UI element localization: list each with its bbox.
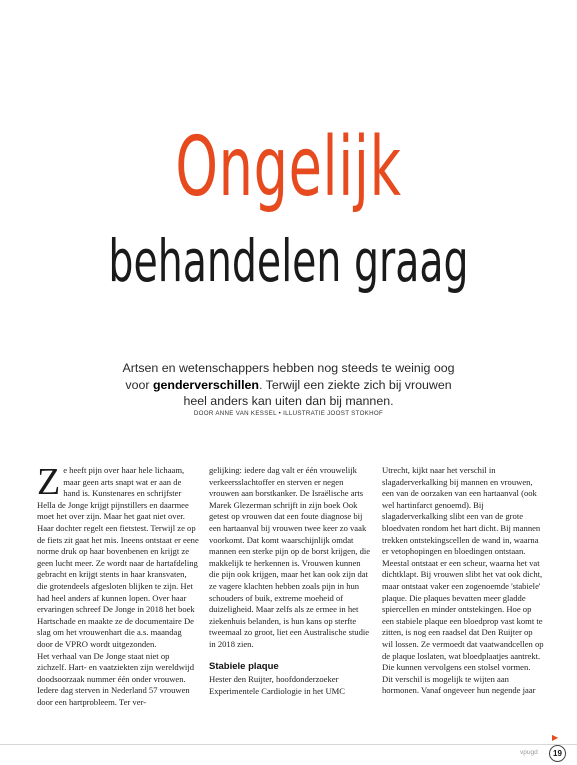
drop-cap: Z [37,461,61,503]
page-number: 19 [549,745,566,762]
article-column-1 [37,461,199,708]
lead-text-end: . Terwijl een ziekte zich bij vrouwen heel anders kan uiten dan bij mannen. [183,377,452,408]
footer-rule [0,744,577,745]
article-column-3 [382,465,544,697]
byline: DOOR ANNE VAN KESSEL • ILLUSTRATIE JOOST STOKHOF [193,410,384,417]
column-1-paragraph-1 [37,461,199,651]
column-3-paragraph-2: Dit verschil is mogelijk te wijten aan hormonen. Vanaf ongeveer hun negende jaar [382,673,536,696]
magazine-name: vpugd [520,749,538,756]
column-3-paragraph-1: Utrecht, kijkt naar het verschil in slagaderverkalking bij mannen en vrouwen, een van de oorzaken van een hartaanval (ook wel hartinfarct genoemd). Bij slagaderverkalking slibt een van de grote bloedvaten rondom het hart dicht. Bij mannen trekken ontstekingscellen de wand in, waarna er vetophopingen en bloedingen ontstaan. Meestal ontstaat er een scheur, waarna het vat dichtklapt. Bij vrouwen slibt het vat ook dicht, maar ontstaat vaker een zogenoemde 'stabiele' plaque. Die plaques bevatten meer gladde spiercellen en minder ontstekingen. Hoe op een stabiele plaque een bloedprop vast komt te zitten, is nog een raadsel dat Den Ruijter op wil lossen. Ze vermoedt dat vaatwandcellen op de plaque loslaten, wat bloedplaatjes aantrekt. Die kunnen vervolgens een stolsel vormen. [382,465,544,673]
column-2-paragraph-2: Hester den Ruijter, hoofdonderzoeker Experimentele Cardiologie in het UMC [209,674,346,696]
article-column-2 [209,465,371,697]
headline-line-2: behandelen graag [108,227,469,295]
column-2-paragraph-1: gelijking: iedere dag valt er één vrouwelijk verkeersslachtoffer en sterven er negen vrouwen aan borstkanker. De Israëlische arts Marek Glezerman schrijft in zijn boek Ook getest op vrouwen dat een foute diagnose bij een hartaanval bij vrouwen twee keer zo vaak voorkomt. Dat komt waarschijnlijk omdat mannen een sterke pijn op de borst krijgen, die makkelijk te herkennen is. Vrouwen kunnen die pijn ook krijgen, maar het kan ook zijn dat ze vagere klachten hebben zoals pijn in hun schouders of buik, extreme moeheid of duizeligheid. Maar zelfs als ze ermee in het ziekenhuis belanden, is hun kans op sterfte tweemaal zo groot, liet een Australische studie in 2018 zien. [209,465,371,649]
continue-arrow-icon: ▶ [552,733,559,742]
lead-text-start: Artsen en wetenschappers hebben nog steeds te weinig oog voor [122,361,455,392]
lead-paragraph [120,360,457,410]
headline-line-1: Ongelijk [175,120,402,215]
lead-bold-term: genderverschillen [152,377,259,392]
column-1-paragraph-2: Het verhaal van De Jonge staat niet op zichzelf. Hart- en vaatziekten zijn wereldwijd doodsoorzaak nummer één onder vrouwen. Iedere dag sterven in Nederland 57 vrouwen door een hartprobleem. Ter ver- [37,650,194,707]
column-1-text-1: e heeft pijn over haar hele lichaam, maar geen arts snapt wat er aan de hand is. Kunstenares en schrijfster Hella de Jonge krijgt pijnstillers en daarmee moet het over zijn. Maar het gaat niet over. Haar dochter regelt een fietstest. Terwijl ze op de fiets zit gaat het mis. Ineens ontstaat er eene norme druk op haar bovenbenen en krijgt ze geen lucht meer. Ze wordt naar de hartafdeling gebracht en krijgt stents in haar kransvaten, die grotendeels afgesloten blijken te zijn. Het had heel anders af kunnen lopen. Over haar ervaringen schreef De Jonge in 2018 het boek Hartschade en maakte ze de documentaire De slag om het vrouwenhart die a.s. maandag door de VPRO wordt uitgezonden. [37,465,199,649]
subheading: Stabiele plaque [209,660,279,672]
